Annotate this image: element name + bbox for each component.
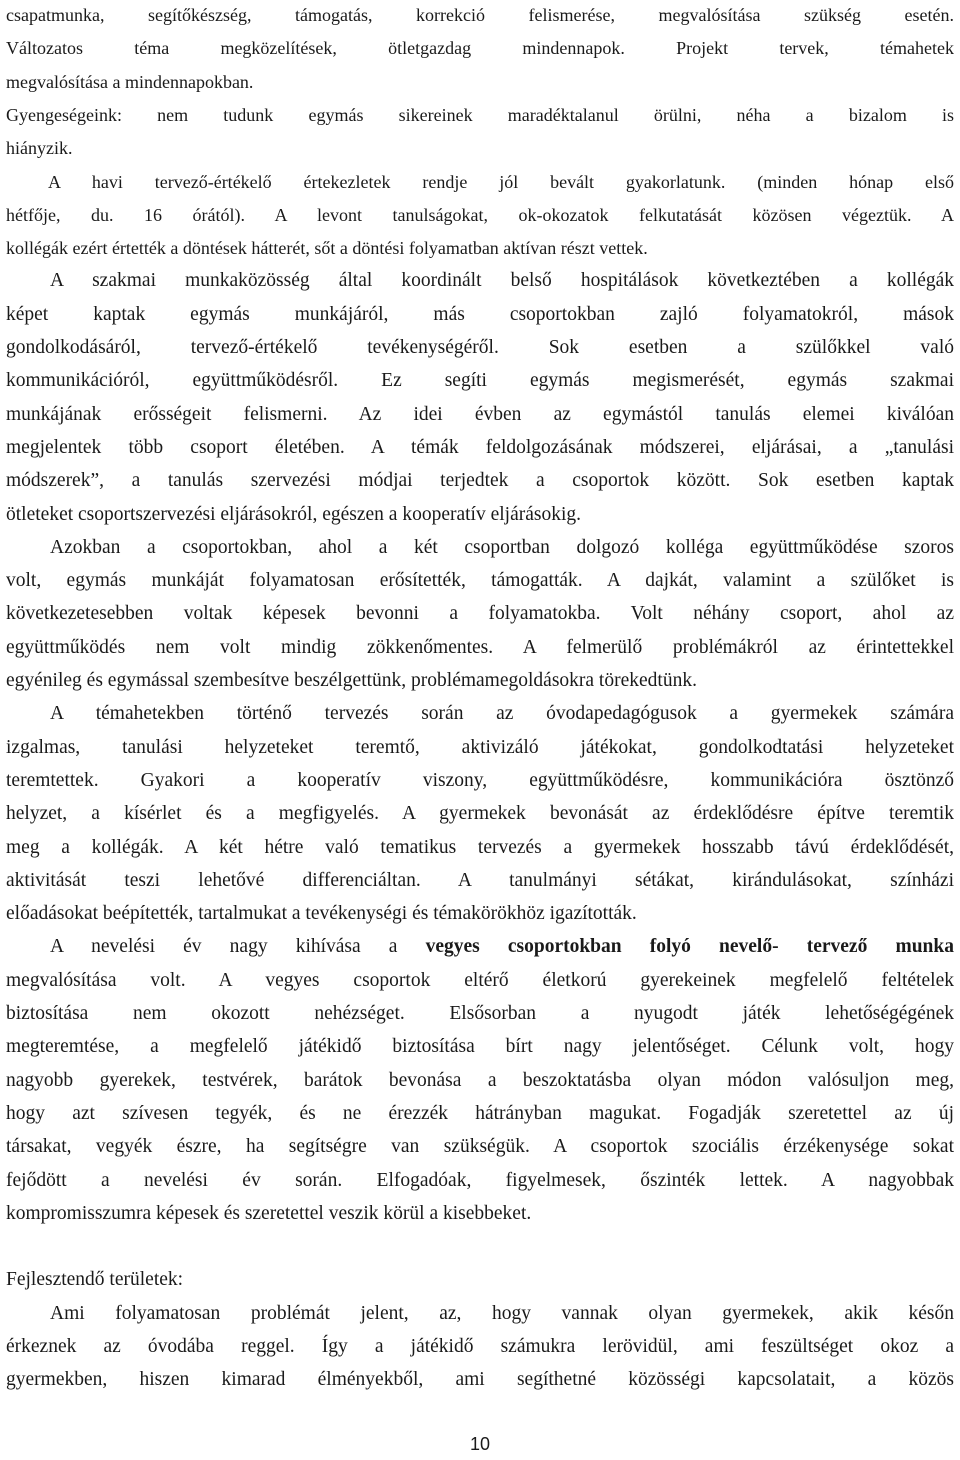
line-text: Fejlesztendő területek: xyxy=(6,1269,184,1291)
line-text: következetesebben voltak képesek bevonni a folyamatokba. Volt néhány csoport, ahol az xyxy=(6,603,954,625)
text-line xyxy=(6,98,954,132)
text-line xyxy=(6,1064,954,1098)
line-text: társakat, vegyék észre, ha segítségre van szükségük. A csoportok szociális érzékenysége sokat xyxy=(6,1136,954,1158)
line-text: gyermekben, hiszen kimarad élményekből, ami segíthetné közösségi kapcsolatait, a közös xyxy=(6,1369,954,1391)
text-line xyxy=(6,564,954,598)
text-line xyxy=(6,464,954,498)
line-text: képet kaptak egymás munkájáról, más csoportokban zajló folyamatokról, mások xyxy=(6,303,954,325)
line-text: kompromisszumra képesek és szeretettel veszik körül a kisebbeket. xyxy=(6,1202,532,1224)
line-text: kollégák ezért értették a döntések hátterét, sőt a döntési folyamatban aktívan részt vettek. xyxy=(6,238,648,259)
line-text: együttműködés nem volt mindig zökkenőmentes. A felmerülő problémákról az érintettekkel xyxy=(6,636,954,658)
text-line xyxy=(6,864,954,898)
text-line xyxy=(6,431,954,465)
text-line xyxy=(6,897,954,931)
text-line xyxy=(50,930,954,964)
text-line xyxy=(6,1164,954,1198)
text-line xyxy=(6,31,954,65)
text-line xyxy=(50,531,954,565)
text-line xyxy=(6,198,954,232)
text-line xyxy=(6,964,954,998)
line-text: gondolkodásáról, tervező-értékelő tevékenységéről. Sok esetben a szülőkkel való xyxy=(6,337,954,358)
text-line xyxy=(6,764,954,798)
text-line xyxy=(6,298,954,332)
text-line xyxy=(6,498,954,532)
line-text: nagyobb gyerekek, testvérek, barátok bevonása a beszoktatásba olyan módon valósuljon meg, xyxy=(6,1069,954,1091)
text-line xyxy=(6,731,954,765)
page-number: 10 xyxy=(469,1434,491,1454)
text-line xyxy=(6,597,954,631)
bold-text: vegyes csoportokban folyó nevelő- tervező munka xyxy=(425,936,954,958)
line-text: megteremtése, a megfelelő játékidő biztosítása bírt nagy jelentőséget. Célunk volt, hogy xyxy=(6,1036,954,1058)
text-line xyxy=(6,231,954,265)
text-line xyxy=(50,697,954,731)
line-text: A témahetekben történő tervezés során az óvodapedagógusok a gyermekek számára xyxy=(50,703,954,725)
text-line xyxy=(6,1130,954,1164)
line-text: módszerek”, a tanulás szervezési módjai terjedtek a csoportok között. Sok esetben kaptak xyxy=(6,470,954,492)
line-text: Változatos téma megközelítések, ötletgazdag mindennapok. Projekt tervek, témahetek xyxy=(6,38,954,59)
line-text: Ami folyamatosan problémát jelent, az, hogy vannak olyan gyermekek, akik későn xyxy=(50,1302,954,1324)
line-text: helyzet, a kísérlet és a megfigyelés. A gyermekek bevonását az érdeklődésre építve teremtik xyxy=(6,803,954,825)
line-text: A nevelési év nagy kihívása a xyxy=(50,936,426,958)
text-line xyxy=(6,1030,954,1064)
line-text: aktivitását teszi lehetővé differenciáltan. A tanulmányi sétákat, kirándulásokat, színházi xyxy=(6,869,954,891)
line-text: hogy azt szívesen tegyék, és ne érezzék hátrányban magukat. Fogadják szeretettel az új xyxy=(6,1102,954,1124)
line-text: izgalmas, tanulási helyzeteket teremtő, aktivizáló játékokat, gondolkodtatási helyzeteket xyxy=(6,736,954,758)
line-text: A szakmai munkaközösség által koordinált belső hospitálások következtében a kollégák xyxy=(50,270,954,292)
line-text: munkájának erősségeit felismerni. Az idei évben az egymástól tanulás elemei kiválóan xyxy=(6,403,954,425)
text-line xyxy=(6,1097,954,1131)
line-text: hiányzik. xyxy=(6,138,73,159)
line-text: megvalósítása a mindennapokban. xyxy=(6,71,254,92)
text-line xyxy=(6,1197,954,1231)
line-text: A havi tervező-értékelő értekezletek rendje jól bevált gyakorlatunk. (minden hónap első xyxy=(48,171,954,192)
line-text: egyénileg és egymással szembesítve beszélgettünk, problémamegoldásokra törekedtünk. xyxy=(6,670,697,691)
text-line xyxy=(6,131,954,165)
line-text: előadásokat beépítették, tartalmukat a tevékenységi és témakörökhöz igazították. xyxy=(6,903,637,925)
text-line xyxy=(6,831,954,865)
text-line xyxy=(6,65,954,99)
text-line xyxy=(6,1263,954,1297)
line-text: Azokban a csoportokban, ahol a két csoportban dolgozó kolléga együttműködése szoros xyxy=(50,536,954,558)
line-text: érkeznek az óvodába reggel. Így a játékidő számukra lerövidül, ami feszültséget okoz a xyxy=(6,1336,954,1357)
line-text: Gyengeségeink: nem tudunk egymás sikereinek maradéktalanul örülni, néha a bizalom is xyxy=(6,104,954,125)
line-text: fejődött a nevelési év során. Elfogadóak, figyelmesek, őszinték lettek. A nagyobbak xyxy=(6,1169,954,1191)
line-text: teremtettek. Gyakori a kooperatív viszony, együttműködésre, kommunikációra ösztönző xyxy=(6,769,954,791)
text-line xyxy=(48,165,954,199)
text-line xyxy=(6,1330,954,1364)
text-line xyxy=(6,398,954,432)
line-text: kommunikációról, együttműködésről. Ez segíti egymás megismerését, egymás szakmai xyxy=(6,370,954,392)
text-line xyxy=(6,1363,954,1397)
line-text: csapatmunka, segítőkészség, támogatás, korrekció felismerése, megvalósítása szükség esetén. xyxy=(6,5,954,25)
text-line xyxy=(6,364,954,398)
line-text: megjelentek több csoport életében. A témák feldolgozásának módszerei, eljárásai, a „tanulási xyxy=(6,436,954,458)
line-text: ötleteket csoportszervezési eljárásokról, egészen a kooperatív eljárásokig. xyxy=(6,503,582,525)
text-line xyxy=(6,631,954,665)
text-line xyxy=(6,997,954,1031)
text-line xyxy=(50,1297,954,1331)
line-text: biztosítása nem okozott nehézséget. Elsősorban a nyugodt játék lehetőségégének xyxy=(6,1003,954,1024)
line-text: meg a kollégák. A két hétre való tematikus tervezés a gyermekek hosszabb távú érdeklődését, xyxy=(6,836,954,858)
text-line xyxy=(6,331,954,365)
line-text: hétfője, du. 16 órától). A levont tanulságokat, ok-okozatok felkutatását közösen végeztük. A xyxy=(6,204,954,225)
line-text: megvalósítása volt. A vegyes csoportok eltérő életkorú gyerekeinek megfelelő feltételek xyxy=(6,969,954,991)
text-line xyxy=(50,264,954,298)
text-line xyxy=(6,797,954,831)
text-line xyxy=(6,664,954,698)
line-text: volt, egymás munkáját folyamatosan erősítették, támogatták. A dajkát, valamint a szülőket is xyxy=(6,570,954,592)
text-line xyxy=(6,0,954,32)
